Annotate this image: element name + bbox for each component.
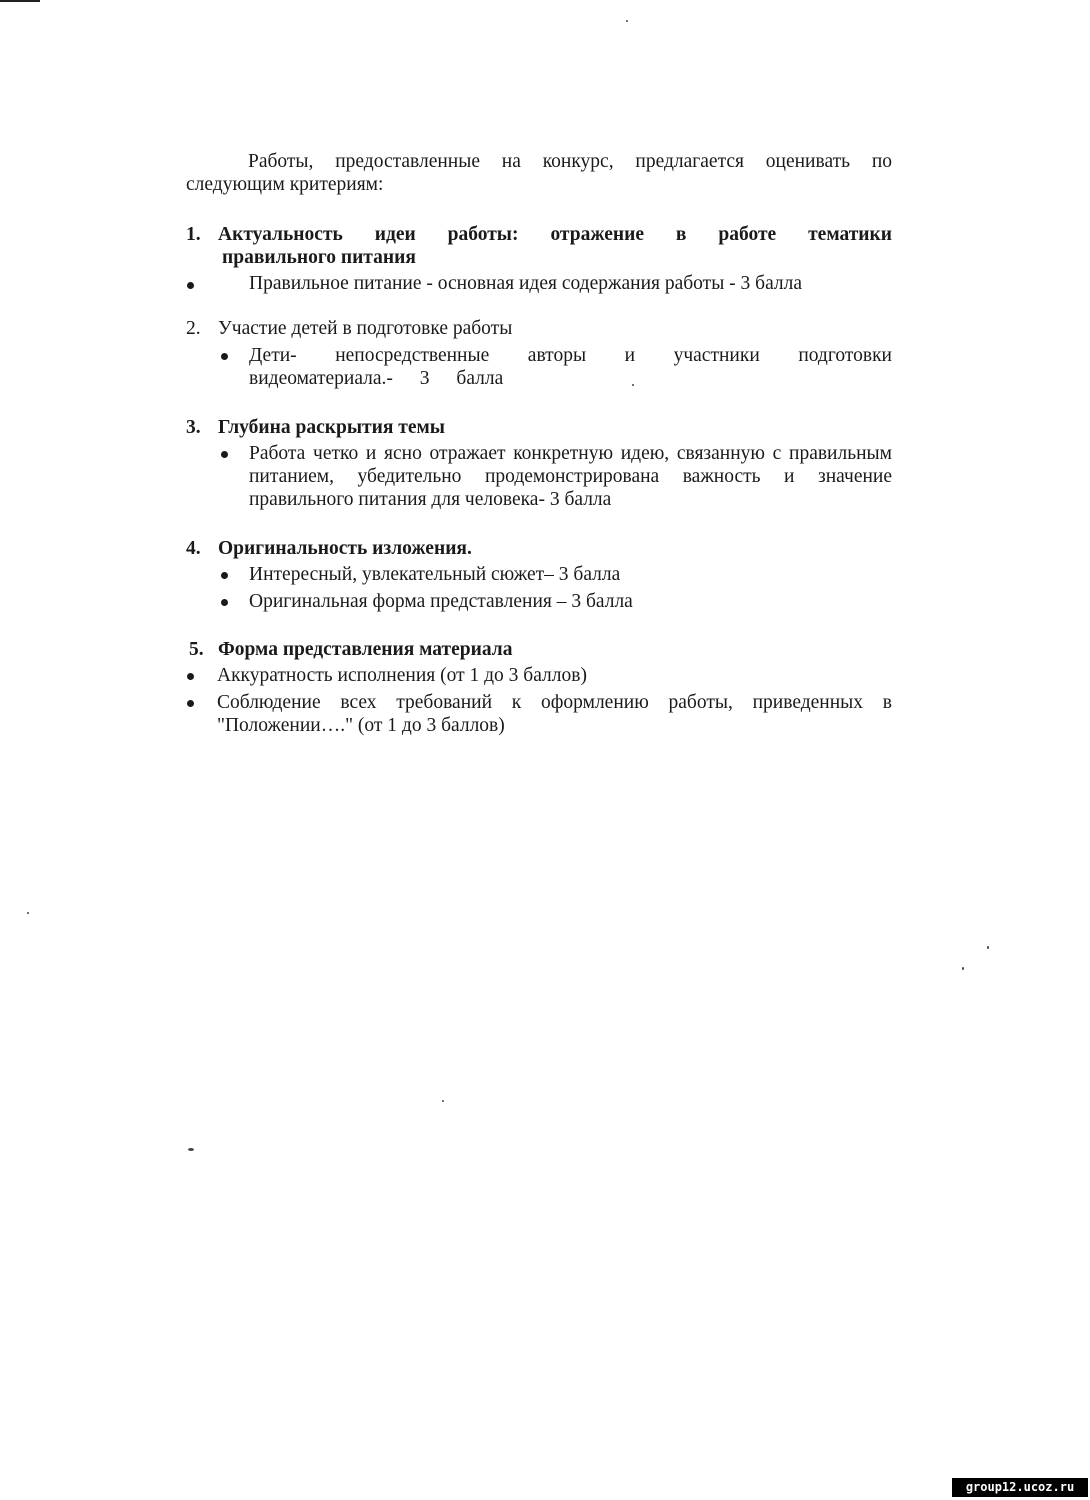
criterion-1-heading (186, 223, 892, 246)
list-item (186, 563, 892, 586)
criterion-2 (186, 317, 892, 390)
criterion-2-title: Участие детей в подготовке работы (218, 318, 513, 339)
scan-speck (27, 912, 29, 914)
list-item-text: Правильное питание - основная идея содержания работы - 3 балла (249, 273, 803, 294)
bullet-icon (187, 673, 194, 680)
criterion-number: 3. (186, 417, 201, 438)
bullet-icon (221, 599, 228, 606)
list-item (186, 272, 892, 295)
criterion-1 (186, 223, 892, 295)
document-body (186, 150, 892, 737)
criterion-4-heading (186, 537, 892, 560)
list-item-text: Аккуратность исполнения (от 1 до 3 баллов) (217, 665, 587, 686)
list-item (186, 344, 892, 390)
criterion-number: 1. (186, 224, 201, 245)
bullet-icon (221, 353, 228, 360)
list-item-text: Интересный, увлекательный сюжет– 3 балла (249, 564, 621, 585)
criterion-3 (186, 416, 892, 511)
criterion-number: 2. (186, 318, 201, 339)
intro-paragraph: Работы, предоставленные на конкурс, предлагается оценивать по следующим критериям: (186, 151, 892, 195)
criterion-3-heading (186, 416, 892, 439)
bullet-icon (187, 282, 194, 289)
scan-speck (188, 1148, 194, 1151)
site-watermark: group12.ucoz.ru (952, 1478, 1088, 1497)
criterion-5 (186, 638, 892, 737)
scan-speck (962, 967, 964, 970)
scan-edge-mark (0, 0, 40, 2)
list-item-text: Работа четко и ясно отражает конкретную идею, связанную с правильным питанием, убедительно продемонстрирована важность и значение правильного питания для человека- 3 балла (249, 443, 892, 510)
list-item-text: Дети- непосредственные авторы и участники подготовки видеоматериала.- 3 балла (249, 345, 892, 389)
criterion-number: 5. (189, 639, 204, 660)
criterion-1-title-line1: Актуальность идеи работы: отражение в работе тематики (218, 224, 892, 245)
criterion-2-heading (186, 317, 892, 340)
scan-speck (987, 946, 989, 949)
list-item (186, 590, 892, 613)
list-item (186, 442, 892, 511)
criterion-5-heading (186, 638, 892, 661)
criterion-number: 4. (186, 538, 201, 559)
bullet-icon (221, 572, 228, 579)
list-item-text: Соблюдение всех требований к оформлению работы, приведенных в "Положении…." (от 1 до 3 баллов) (217, 692, 892, 736)
bullet-icon (221, 451, 228, 458)
criterion-3-bullets (186, 442, 892, 511)
criterion-1-bullets (186, 272, 892, 295)
criterion-5-bullets (186, 664, 892, 737)
list-item-text: Оригинальная форма представления – 3 балла (249, 591, 633, 612)
list-item (186, 691, 892, 737)
criterion-3-title: Глубина раскрытия темы (218, 417, 446, 438)
scan-speck (442, 1100, 444, 1102)
scan-speck (626, 20, 628, 22)
criterion-4 (186, 537, 892, 613)
criterion-5-title: Форма представления материала (218, 639, 513, 660)
criterion-2-bullets (186, 344, 892, 390)
list-item (186, 664, 892, 687)
criterion-4-title: Оригинальность изложения. (218, 538, 472, 559)
bullet-icon (187, 700, 194, 707)
criterion-1-title-line2: правильного питания (222, 247, 416, 268)
criterion-4-bullets (186, 563, 892, 613)
